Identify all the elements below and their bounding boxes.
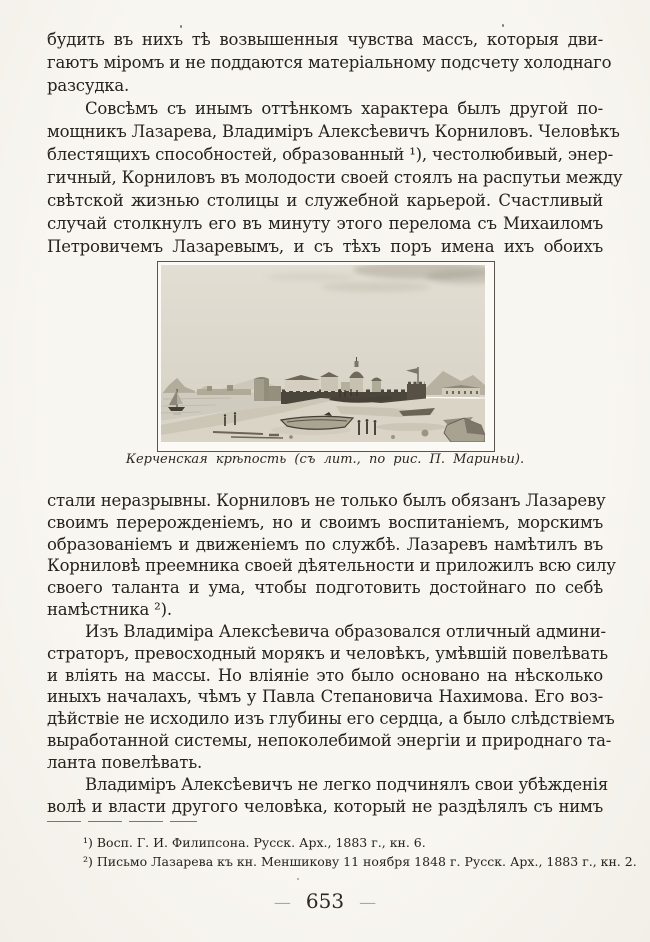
text-line: страторъ, превосходный морякъ и человѣкъ, умѣвшій повелѣвать <box>47 643 608 663</box>
text-line: намѣстника ²). <box>47 599 172 619</box>
figure-frame <box>157 261 495 452</box>
text-line: мощникъ Лазарева, Владиміръ Алексѣевичъ Корниловъ. Человѣкъ <box>47 122 620 141</box>
text-line: Владиміръ Алексѣевичъ не легко подчинялъ свои убѣжденія <box>85 775 609 794</box>
text-line: волѣ и власти другого человѣка, который не раздѣлялъ съ нимъ <box>47 796 603 816</box>
text-line: Корниловѣ преемника своей дѣятельности и приложилъ всю силу <box>47 556 616 576</box>
footnote-2: ²) Письмо Лазарева къ кн. Меншикову 11 ноября 1848 г. Русск. Арх., 1883 г., кн. 2. <box>83 853 637 869</box>
scan-speck <box>297 878 299 880</box>
text-line: иныхъ началахъ, чѣмъ у Павла Степановича Нахимова. Его воз- <box>47 687 603 707</box>
kerch-fortress-lithograph <box>161 265 485 442</box>
page-number-right-dash: — <box>359 893 377 913</box>
text-line: Изъ Владиміра Алексѣевича образовался отличный админи- <box>85 622 606 641</box>
footnote-1: ¹) Восп. Г. И. Филипсона. Русск. Арх., 1883 г., кн. 6. <box>83 835 426 850</box>
text-line: дѣйствіе не исходило изъ глубины его сердца, а было слѣдствіемъ <box>47 709 615 729</box>
paragraph-2 <box>47 97 623 258</box>
text-line: разсудка. <box>47 76 130 95</box>
page-number <box>0 889 650 913</box>
page-number-left-dash: — <box>273 893 291 913</box>
text-line: Совсѣмъ съ инымъ оттѣнкомъ характера былъ другой по- <box>85 99 603 118</box>
text-line: Петровичемъ Лазаревымъ, и съ тѣхъ поръ имена ихъ обоихъ <box>47 237 603 256</box>
text-line: ланта повелѣвать. <box>47 752 203 772</box>
text-line: гаютъ міромъ и не поддаются матеріальному подсчету холоднаго <box>47 53 612 72</box>
text-line: свѣтской жизнью столицы и служебной карьерой. Счастливый <box>47 191 603 210</box>
paragraph-1 <box>47 28 612 97</box>
text-line: гичный, Корниловъ въ молодости своей стоялъ на распутьи между <box>47 168 623 187</box>
text-line: образованіемъ и движеніемъ по службѣ. Лазаревъ намѣтилъ въ <box>47 534 603 554</box>
text-line: блестящихъ способностей, образованный ¹), честолюбивый, энер- <box>47 145 614 164</box>
text-line: выработанной системы, непоколебимой энергіи и природнаго та- <box>47 730 612 750</box>
text-line: своего таланта и ума, чтобы подготовить достойнаго по себѣ <box>47 578 603 598</box>
paragraph-4 <box>47 621 615 774</box>
footnotes <box>47 834 637 871</box>
text-line: случай столкнулъ его въ минуту этого перелома съ Михаиломъ <box>47 214 603 233</box>
text-line: своимъ перерожденіемъ, но и своимъ воспитаніемъ, морскимъ <box>47 512 603 532</box>
scan-speck <box>180 25 182 28</box>
text-line: будить въ нихъ тѣ возвышенныя чувства массъ, которыя дви- <box>47 30 603 49</box>
beached-boat <box>281 416 353 429</box>
figure-caption: Керченская крѣпость (съ лит., по рис. П. Мариньи). <box>125 452 525 467</box>
paragraph-5 <box>47 774 609 818</box>
text-line: стали неразрывны. Корниловъ не только былъ обязанъ Лазареву <box>47 491 606 510</box>
footnote-separator <box>47 821 197 822</box>
small-turret <box>371 378 382 393</box>
text-line: и вліять на массы. Но вліяніе это было основано на нѣсколько <box>47 665 603 685</box>
page-number-value: 653 <box>305 889 345 913</box>
scan-speck <box>502 24 504 27</box>
paragraph-3 <box>47 490 616 621</box>
